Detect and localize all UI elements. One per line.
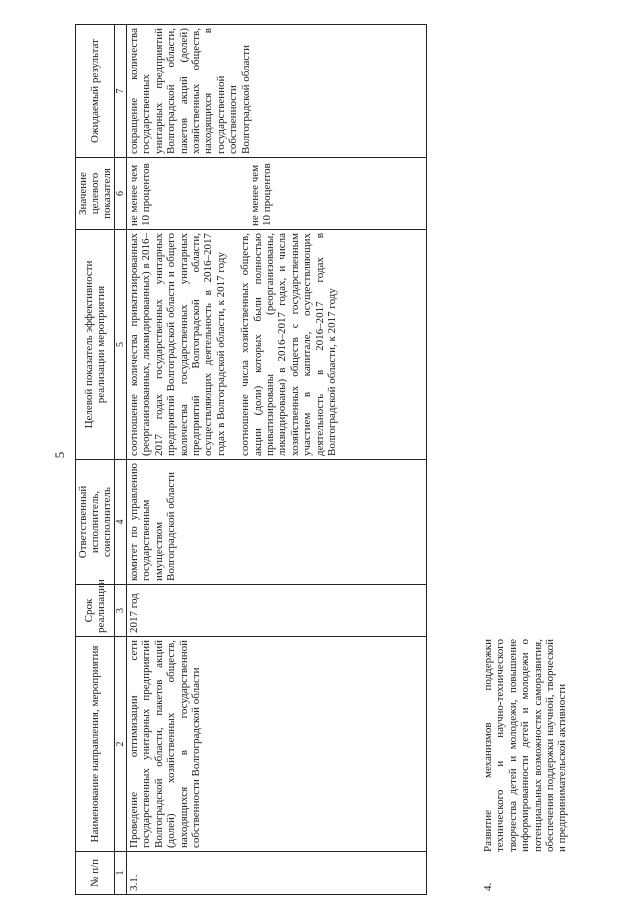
column-number: 6 (115, 158, 127, 230)
indicator-cell (127, 230, 427, 460)
value-cell (127, 158, 427, 230)
indicator-1: соотношение количества приватизированных (реорганизованных, ликвидированных) в 2016–2017 годах государственных унитарных предприятий Волгоградской области и общего количества государственных унитарных предприятий Волгоградской области, осуществляющих деятельность в 2016–2017 годах в Волгоградской области, к 2017 году (128, 233, 227, 456)
header-cell-number: № п/п (76, 852, 115, 895)
expected-result: сокращение количества государственных унитарных предприятий Волгоградской области, пакетов акций (долей) хозяйственных обществ, находящихся в государственной собственности Волгоградской области (127, 25, 427, 158)
header-cell-result: Ожидаемый результат (76, 25, 115, 158)
measure-name: Проведение оптимизации сети государственных унитарных предприятий Волгоградской области, пакетов акций (долей) хозяйственных обществ, находящихся в государственной собственности Волгоградской области (127, 637, 427, 852)
measure-name: Развитие механизмов поддержки технического и научно-технического творчества детей и молодежи, повышение информированности детей и молодежи о потенциальных возможностях саморазвития, обеспечения поддержки научной, творческой и предпринимательской активности (482, 639, 569, 852)
measure-term: 2017 год (127, 585, 427, 637)
row-number: 3.1. (127, 852, 427, 895)
column-number: 7 (115, 25, 127, 158)
rotated-landscape-sheet (50, 15, 630, 895)
column-number: 2 (115, 637, 127, 852)
measures-table (75, 24, 427, 895)
header-cell-term: Срок реализации (76, 585, 115, 637)
page-number: 5 (52, 451, 67, 459)
indicator-2: соотношение числа хозяйственных обществ, акции (доли) которых были полностью приватизированы (реорганизованы, ликвидированы) в 2016–2017 годах, и числа хозяйственных обществ с государственным участием в капитале, осуществляющих деятельность в 2016–2017 годах в Волгоградской области, к 2017 году (239, 233, 339, 456)
column-number: 1 (115, 852, 127, 895)
column-number: 4 (115, 460, 127, 585)
value-2: не менее чем 10 процентов (248, 163, 274, 226)
table-header-row (76, 25, 115, 895)
table-row (127, 25, 427, 895)
value-1: не менее чем 10 процентов (128, 163, 153, 226)
row-number: 4. (482, 882, 494, 891)
header-cell-value: Значение целевого показателя (76, 158, 115, 230)
header-cell-executor: Ответственный исполнитель, соисполнитель (76, 460, 115, 585)
measure-executor: комитет по управлению государственным имуществом Волгоградской области (127, 460, 427, 585)
column-numbers-row (115, 25, 127, 895)
column-number: 3 (115, 585, 127, 637)
column-number: 5 (115, 230, 127, 460)
header-cell-indicator: Целевой показатель эффективности реализации мероприятия (76, 230, 115, 460)
header-cell-name: Наименование направления, мероприятия (76, 637, 115, 852)
